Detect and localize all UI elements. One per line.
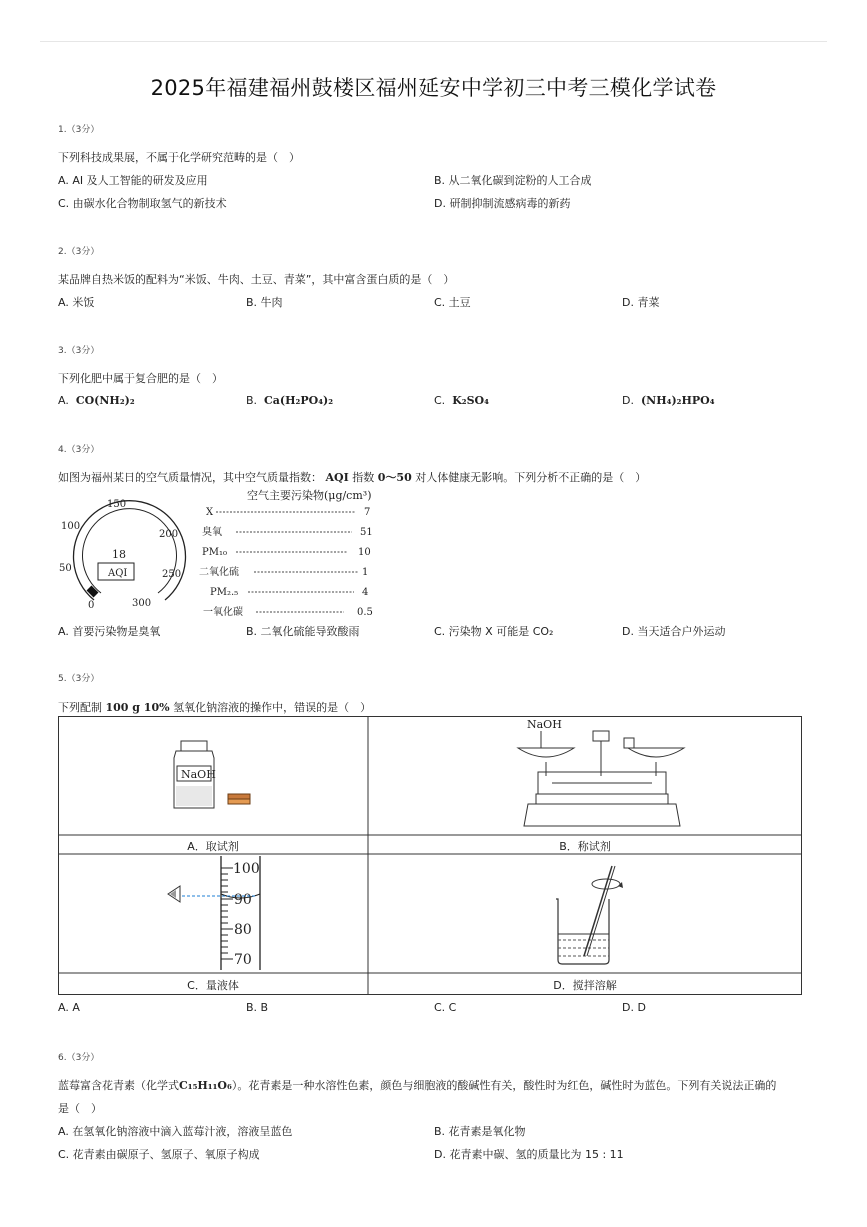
- option-letter: B.: [246, 394, 258, 407]
- question-6-option-c[interactable]: C. 花青素由碳原子、氢原子、氧原子构成: [58, 1148, 260, 1161]
- bottle-label: NaOH: [181, 768, 216, 781]
- gauge-value: 18: [112, 548, 126, 561]
- pollutant-value-pm10: 10: [358, 547, 371, 558]
- option-letter: C.: [434, 394, 446, 407]
- question-1-option-b[interactable]: B. 从二氧化碳到淀粉的人工合成: [434, 174, 592, 187]
- stem-text: 指数: [352, 471, 375, 484]
- stem-text: 对人体健康无影响。下列分析不正确的是（ ）: [415, 471, 647, 484]
- question-5-option-d[interactable]: D. D: [622, 1001, 646, 1014]
- air-quality-figure: [52, 487, 392, 622]
- question-2-option-a[interactable]: A. 米饭: [58, 296, 95, 309]
- question-4-stem: [58, 469, 646, 485]
- stem-range: 0～50: [377, 471, 412, 484]
- question-2-stem: 某品牌自热米饭的配料为“米饭、牛肉、土豆、青菜”，其中富含蛋白质的是（ ）: [58, 273, 455, 286]
- pollutant-value-so2: 1: [362, 567, 369, 578]
- question-5-option-c[interactable]: C. C: [434, 1001, 457, 1014]
- question-3-option-c[interactable]: [434, 394, 489, 407]
- option-letter: D.: [622, 394, 634, 407]
- question-4-option-d[interactable]: D. 当天适合户外运动: [622, 625, 726, 638]
- pollutant-list-title: 空气主要污染物(μg/cm³): [247, 489, 372, 502]
- stem-term: AQI: [325, 471, 349, 484]
- eye-icon: [168, 886, 180, 902]
- question-4-option-b[interactable]: B. 二氧化硫能导致酸雨: [246, 625, 360, 638]
- gauge-outer-arc: [74, 501, 186, 600]
- beaker-stirring-icon: [556, 866, 623, 964]
- question-6-option-d[interactable]: D. 花青素中碳、氢的质量比为 15 : 11: [434, 1148, 624, 1161]
- question-2-option-b[interactable]: B. 牛肉: [246, 296, 283, 309]
- stem-text: 氢氧化钠溶液的操作中，错误的是（ ）: [173, 701, 372, 714]
- fertilizer-formula: (NH₄)₂HPO₄: [640, 394, 715, 407]
- pollutant-value-pm25: 4: [362, 587, 369, 598]
- gauge-tick-200: 200: [159, 529, 179, 540]
- gauge-tick-100: 100: [61, 521, 81, 532]
- cylinder-tick-70: 70: [234, 952, 252, 968]
- pollutant-name-ozone: 臭氧: [202, 527, 222, 538]
- caption-c: C．量液体: [187, 979, 239, 992]
- cylinder-tick-90: 90: [234, 892, 252, 908]
- balance-icon: [518, 718, 684, 826]
- graduated-cylinder-icon: [221, 856, 260, 970]
- gauge-tick-50: 50: [59, 563, 72, 574]
- gauge-tick-300: 300: [132, 598, 152, 609]
- question-5-option-a[interactable]: A. A: [58, 1001, 80, 1014]
- stem-text: ）。花青素是一种水溶性色素，颜色与细胞液的酸碱性有关，酸性时为红色，碱性时为蓝色。下列有关说法正确的: [231, 1079, 777, 1092]
- question-3-option-b[interactable]: [246, 394, 333, 407]
- question-1-option-d[interactable]: D. 研制抑制流感病毒的新药: [434, 197, 571, 210]
- fertilizer-formula: K₂SO₄: [452, 394, 489, 407]
- question-2-option-d[interactable]: D. 青菜: [622, 296, 660, 309]
- question-5-number: 5.（3分）: [58, 674, 100, 684]
- gauge-value-bar: [89, 588, 96, 595]
- fertilizer-formula: Ca(H₂PO₄)₂: [264, 394, 334, 407]
- cylinder-tick-80: 80: [234, 922, 252, 938]
- stem-quantity: 100 g 10%: [105, 701, 170, 714]
- question-6-option-a[interactable]: A. 在氢氧化钠溶液中滴入蓝莓汁液，溶液呈蓝色: [58, 1125, 293, 1138]
- stem-text: 蓝莓富含花青素（化学式: [58, 1079, 179, 1092]
- pollutant-value-co: 0.5: [357, 607, 373, 618]
- question-3-number: 3.（3分）: [58, 346, 100, 356]
- gauge-tick-150: 150: [107, 499, 127, 510]
- question-4-number: 4.（3分）: [58, 445, 100, 455]
- bottle-stopper-icon: [228, 794, 250, 804]
- question-1-stem: 下列科技成果展，不属于化学研究范畴的是（ ）: [58, 151, 300, 164]
- reagent-bottle-icon: [174, 741, 216, 808]
- question-6-number: 6.（3分）: [58, 1053, 100, 1063]
- question-5-option-b[interactable]: B. B: [246, 1001, 269, 1014]
- stem-text: 下列配制: [58, 701, 102, 714]
- question-2-option-c[interactable]: C. 土豆: [434, 296, 471, 309]
- question-4-option-a[interactable]: A. 首要污染物是臭氧: [58, 625, 161, 638]
- question-6-stem: [58, 1077, 776, 1093]
- aqi-label: AQI: [108, 568, 128, 579]
- header-divider: [40, 41, 827, 42]
- caption-b: B．称试剂: [559, 840, 611, 853]
- cylinder-tick-100: 100: [233, 861, 260, 877]
- question-3-option-a[interactable]: [58, 394, 135, 407]
- pollutant-value-x: 7: [364, 507, 371, 518]
- question-3-stem: 下列化肥中属于复合肥的是（ ）: [58, 372, 223, 385]
- question-6-option-b[interactable]: B. 花青素是氧化物: [434, 1125, 526, 1138]
- gauge-tick-0: 0: [88, 600, 95, 611]
- caption-d: D．搅拌溶解: [553, 979, 617, 992]
- question-1-number: 1.（3分）: [58, 125, 100, 135]
- gauge-tick-250: 250: [162, 569, 182, 580]
- caption-a: A．取试剂: [187, 840, 239, 853]
- question-1-option-a[interactable]: A. AI 及人工智能的研发及应用: [58, 174, 208, 187]
- question-4-option-c[interactable]: C. 污染物 X 可能是 CO₂: [434, 625, 554, 638]
- pollutant-name-x: X: [206, 507, 214, 518]
- pollutant-name-co: 一氧化碳: [203, 607, 243, 618]
- operation-figure-grid: [58, 716, 802, 995]
- page-title: 2025年福建福州鼓楼区福州延安中学初三中考三模化学试卷: [150, 76, 717, 100]
- pollutant-name-so2: 二氧化硫: [199, 567, 239, 578]
- stem-text: 如图为福州某日的空气质量情况，其中空气质量指数：: [58, 471, 322, 484]
- grid-border: [59, 717, 802, 995]
- question-3-option-d[interactable]: [622, 394, 715, 407]
- pollutant-name-pm25: PM₂.₅: [210, 587, 239, 598]
- pollutant-value-ozone: 51: [360, 527, 373, 538]
- question-2-number: 2.（3分）: [58, 247, 100, 257]
- option-letter: A.: [58, 394, 69, 407]
- question-1-option-c[interactable]: C. 由碳水化合物制取氢气的新技术: [58, 197, 227, 210]
- fertilizer-formula: CO(NH₂)₂: [75, 394, 135, 407]
- pollutant-name-pm10: PM₁₀: [202, 547, 227, 558]
- balance-label: NaOH: [527, 718, 562, 731]
- question-6-stem-line2: 是（ ）: [58, 1102, 102, 1115]
- stem-formula: C₁₅H₁₁O₆: [179, 1079, 232, 1092]
- question-5-stem: [58, 699, 371, 715]
